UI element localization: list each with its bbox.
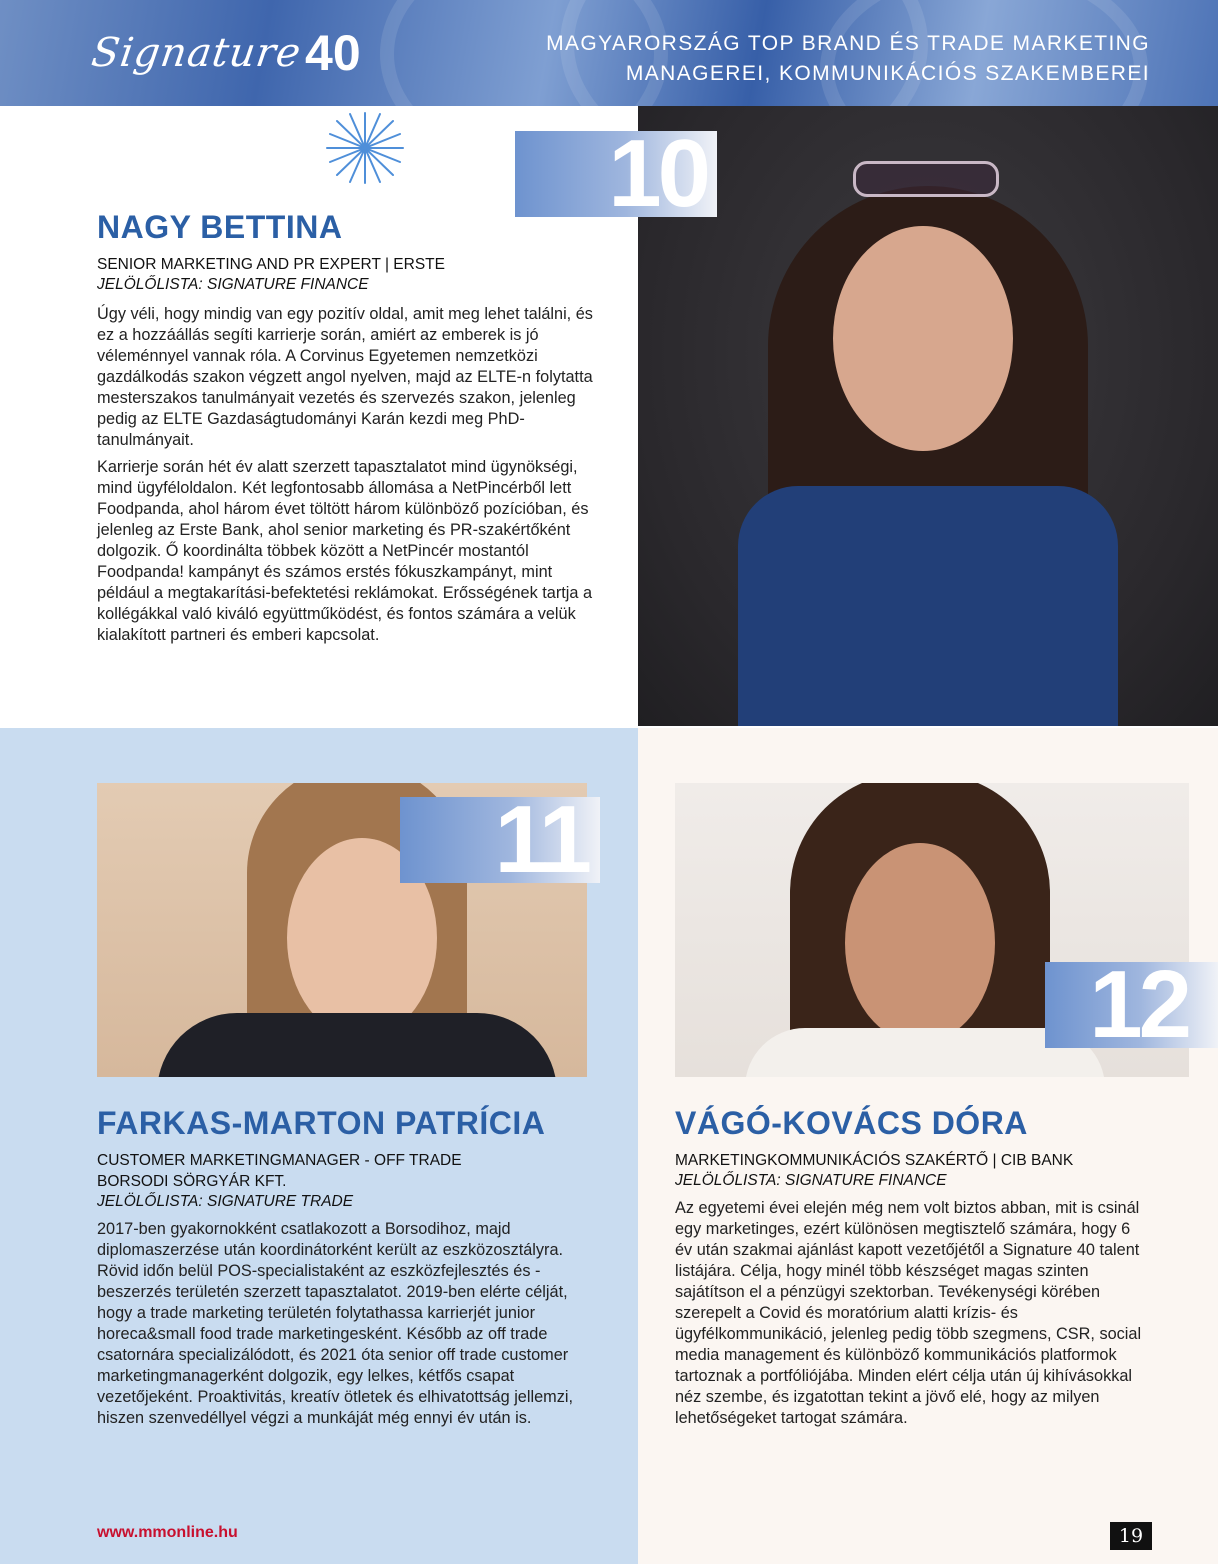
page-header bbox=[0, 0, 1218, 106]
website-link[interactable]: www.mmonline.hu bbox=[97, 1524, 238, 1541]
page-number: 19 bbox=[1110, 1522, 1152, 1550]
profile-11-bio-paragraph: 2017-ben gyakornokként csatlakozott a Borsodihoz, majd diplomaszerzése után koordinátorként került az eszközosztályra. Rövid időn belül POS-specialistaként az eszközfejlesztés és -beszerzés területén szerzett tapasztalatot. 2019-ben elérte célját, hogy a trade marketing területén folytathassa karrierjét junior horeca&small food trade marketingesként. Később az off trade csatornára specializálódott, és 2021 óta senior off trade customer marketingmanagerként dolgozik, egy lelkes, kétfős csapat vezetőjeként. Proaktivitás, kreatív ötletek és elhivatottság jellemzi, hiszen szenvedéllyel végzi a munkáját még ennyi év után is. bbox=[97, 1220, 573, 1427]
header-title-line-1: MAGYARORSZÁG TOP BRAND ÉS TRADE MARKETING bbox=[546, 32, 1150, 55]
profile-10-name: NAGY BETTINA bbox=[97, 209, 343, 245]
profile-12-nomination: JELÖLŐLISTA: SIGNATURE FINANCE bbox=[675, 1172, 947, 1189]
profile-12-role: MARKETINGKOMMUNIKÁCIÓS SZAKÉRTŐ | CIB BANK bbox=[675, 1152, 1074, 1169]
profile-11-nomination: JELÖLŐLISTA: SIGNATURE TRADE bbox=[97, 1193, 354, 1210]
profile-12-bio bbox=[675, 1198, 1151, 1435]
profile-11-name: FARKAS-MARTON PATRÍCIA bbox=[97, 1105, 546, 1141]
profile-12-name: VÁGÓ-KOVÁCS DÓRA bbox=[675, 1105, 1028, 1141]
profile-10-bio-paragraph: Úgy véli, hogy mindig van egy pozitív oldal, amit meg lehet találni, és ez a hozzáállás segíti karrierje során, amiért az emberek is jó véleménnyel vannak róla. A Corvinus Egyetemen nemzetközi gazdálkodás szakon végzett angol nyelven, majd az ELTE-n folytatta mesterszakos tanulmányait vezetés és szervezés szakon, jelenleg pedig az ELTE Gazdaságtudományi Karán kezdi meg PhD-tanulmányait. bbox=[97, 305, 593, 449]
profile-10-photo bbox=[638, 106, 1218, 726]
rank-number-12: 12 bbox=[1089, 951, 1188, 1058]
rank-badge-12 bbox=[1045, 951, 1218, 1058]
profile-10-bio-paragraph: Karrierje során hét év alatt szerzett tapasztalatot mind ügynökségi, mind ügyféloldalon. Két legfontosabb állomása a NetPincérből lett Foodpanda, ahol három évet töltött három különböző pozícióban, és jelenleg az Erste Bank, ahol senior marketing és PR-szakértőként dolgozik. Ő koordinálta többek között a NetPincér mostantól Foodpanda! kampányt és számos erstés fókuszkampányt, mint például a megtakarítási-befektetési reklámokat. Erősségének tartja a kollégákkal való kiváló együttműködést, és fontos számára a velük kialakított partneri és emberi kapcsolat. bbox=[97, 458, 593, 644]
profile-10-nomination: JELÖLŐLISTA: SIGNATURE FINANCE bbox=[97, 276, 369, 293]
header-title-line-2: MANAGEREI, KOMMUNIKÁCIÓS SZAKEMBEREI bbox=[625, 62, 1150, 85]
profile-11-role: CUSTOMER MARKETINGMANAGER - OFF TRADE bbox=[97, 1152, 462, 1169]
profile-12-bio-paragraph: Az egyetemi évei elején még nem volt biztos abban, mit is csinál egy marketinges, ezért különösen megtisztelő számára, hogy 6 év után szakmai ajánlást kapott vezetőjétől a Signature 40 talent listájára. Célja, hogy minél több készséget magas szinten sajátítson el a pénzügyi szektorban. Tevékenységi körében szerepelt a Covid és moratórium alatti krízis- és ügyfélkommunikáció, jelenleg pedig több szegmens, CSR, social media management és különböző kommunikációs platformok tartoznak a portfóliójába. Minden elért célja után új kihívásokkal néz szembe, és izgatottan tekint a jövő elé, hogy az milyen lehetőségeket tartogat számára. bbox=[675, 1199, 1142, 1427]
profile-10-role: SENIOR MARKETING AND PR EXPERT | ERSTE bbox=[97, 256, 445, 273]
rank-number-10: 10 bbox=[608, 120, 707, 227]
rank-badge-10 bbox=[515, 120, 717, 227]
profile-10-bio bbox=[97, 304, 603, 652]
profile-11-company: BORSODI SÖRGYÁR KFT. bbox=[97, 1173, 287, 1190]
logo-script-text: Signature bbox=[88, 30, 305, 76]
signature-40-logo bbox=[88, 18, 361, 88]
rank-number-11: 11 bbox=[494, 786, 588, 893]
logo-number: 40 bbox=[305, 25, 361, 81]
rank-badge-11 bbox=[400, 786, 600, 893]
header-title bbox=[546, 29, 1150, 89]
starburst-icon bbox=[315, 108, 415, 188]
profile-11-bio bbox=[97, 1219, 589, 1435]
